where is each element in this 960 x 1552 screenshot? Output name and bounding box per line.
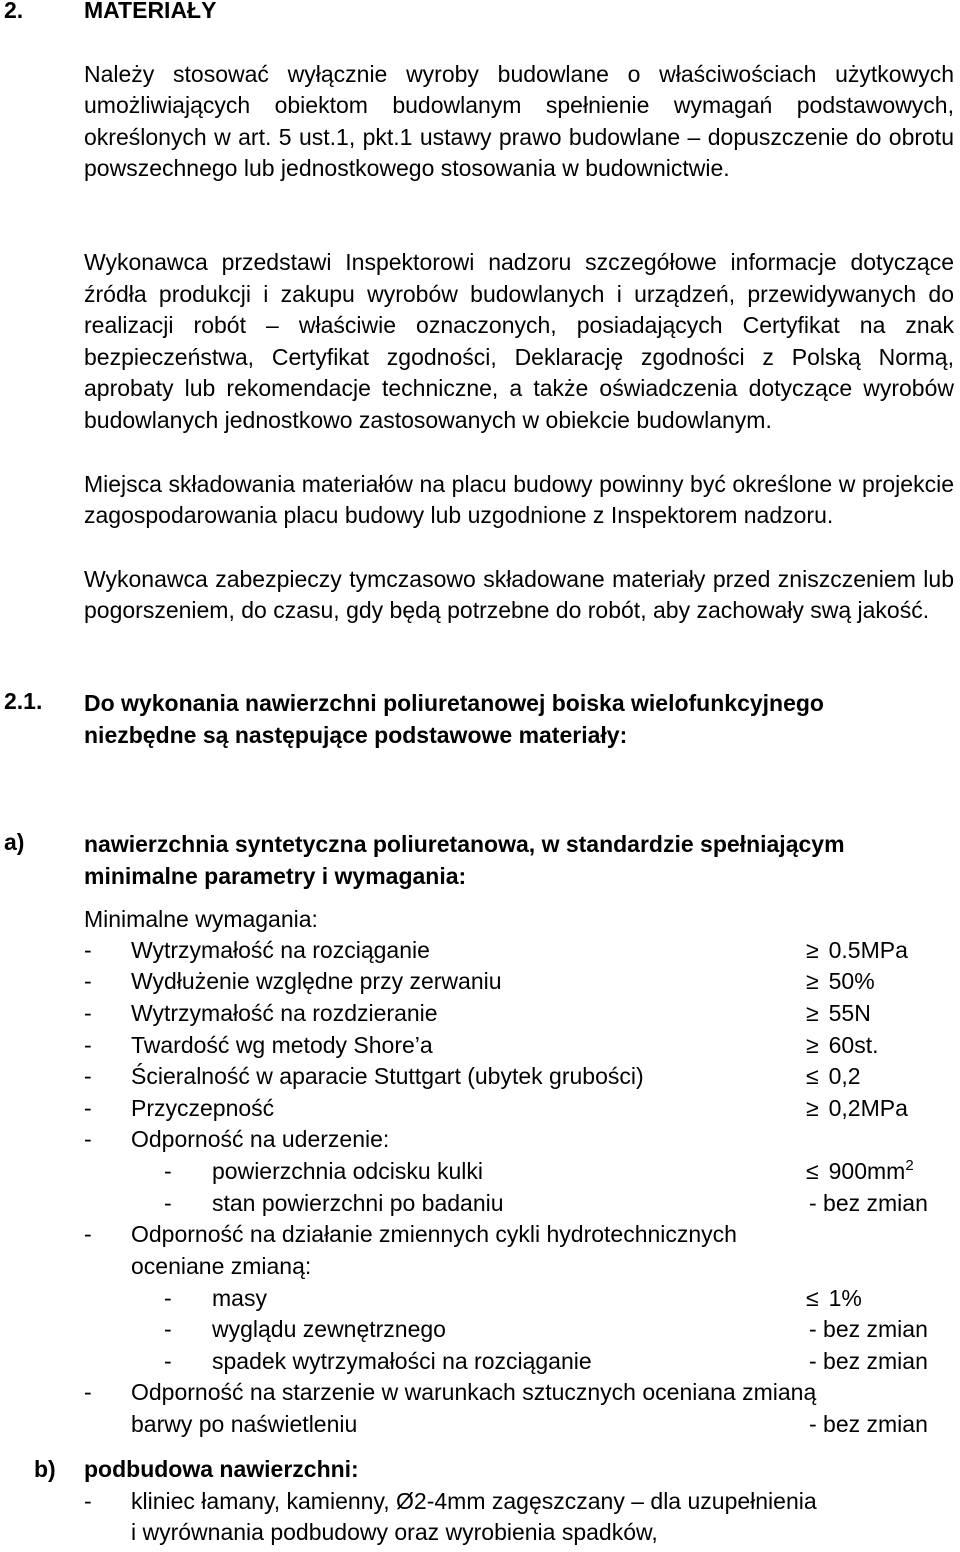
requirement-label: Przyczepność [131, 1095, 275, 1121]
item-b-marker: b) [34, 1456, 56, 1482]
requirement-label: masy [212, 1285, 267, 1311]
greater-equal-symbol: ≥ [806, 1095, 819, 1121]
item-a-marker: a) [4, 829, 25, 855]
section-number: 2. [4, 0, 24, 23]
requirement-value: 900mm [828, 1158, 906, 1184]
requirement-label: spadek wytrzymałości na rozciąganie [212, 1348, 592, 1374]
paragraph-2: Wykonawca przedstawi Inspektorowi nadzoru szczegółowe informacje dotyczące źródła produkcji i zakupu wyrobów budowlanych i urządzeń, przewidywanych do realizacji robót – właściwie oznaczonych, posiadających Certyfikat na znak bezpieczeństwa, Certyfikat zgodności, Deklarację zgodności z Polską Normą, aprobaty lub rekomendacje techniczne, a także oświadczenia dotyczące wyrobów budowlanych jednostkowo zastosowanych w obiekcie budowlanym. [84, 249, 954, 433]
dash: - [84, 1126, 92, 1152]
requirement-label: Ścieralność w aparacie Stuttgart (ubytek grubości) [131, 1063, 644, 1089]
dash: - [84, 1221, 92, 1247]
requirement-value: 60st. [828, 1032, 879, 1058]
greater-equal-symbol: ≥ [806, 1032, 819, 1058]
requirement-value: - bez zmian [809, 1316, 928, 1342]
subsection-number: 2.1. [4, 688, 43, 714]
paragraph-1: Należy stosować wyłącznie wyroby budowlane o właściwościach użytkowych umożliwiających obiektom budowlanym spełnienie wymagań podstawowych, określonych w art. 5 ust.1, pkt.1 ustawy prawo budowlane – dopuszczenie do obrotu powszechnego lub jednostkowego stosowania w budownictwie. [84, 61, 954, 182]
requirement-label: stan powierzchni po badaniu [212, 1190, 504, 1216]
paragraph-3: Miejsca składowania materiałów na placu budowy powinny być określone w projekcie zagospodarowania placu budowy lub uzgodnione z Inspektorem nadzoru. [84, 471, 954, 529]
requirement-value: - bez zmian [809, 1190, 928, 1216]
requirement-label: Wytrzymałość na rozdzieranie [131, 1000, 438, 1026]
requirement-value: 0,2MPa [828, 1095, 908, 1121]
requirement-label: Odporność na uderzenie: [131, 1126, 390, 1152]
requirement-label: Odporność na działanie zmiennych cykli hydrotechnicznych [131, 1221, 737, 1247]
less-equal-symbol: ≤ [806, 1158, 819, 1184]
greater-equal-symbol: ≥ [806, 1000, 819, 1026]
requirement-label: Odporność na starzenie w warunkach sztucznych oceniana zmianą [131, 1379, 817, 1405]
item-b-title: podbudowa nawierzchni: [84, 1456, 359, 1482]
superscript: 2 [905, 1157, 914, 1174]
dash: - [164, 1316, 172, 1342]
requirement-label: Wydłużenie względne przy zerwaniu [131, 968, 502, 994]
requirement-label: Twardość wg metody Shore’a [131, 1032, 433, 1058]
greater-equal-symbol: ≥ [806, 968, 819, 994]
requirement-label: powierzchnia odcisku kulki [212, 1158, 484, 1184]
less-equal-symbol: ≤ [806, 1063, 819, 1089]
requirement-label-continuation: barwy po naświetleniu [131, 1411, 358, 1437]
greater-equal-symbol: ≥ [806, 937, 819, 963]
list-item-label: kliniec łamany, kamienny, Ø2-4mm zagęszczany – dla uzupełnienia [131, 1488, 817, 1514]
requirement-value: 50% [828, 968, 875, 994]
dash: - [84, 968, 92, 994]
less-equal-symbol: ≤ [806, 1285, 819, 1311]
requirement-label: Wytrzymałość na rozciąganie [131, 937, 430, 963]
dash: - [84, 1000, 92, 1026]
dash: - [84, 1032, 92, 1058]
dash: - [84, 1488, 92, 1514]
requirement-value: - bez zmian [809, 1348, 928, 1374]
requirement-value: - bez zmian [809, 1411, 928, 1437]
dash: - [84, 1379, 92, 1405]
dash: - [164, 1348, 172, 1374]
requirement-value: 1% [828, 1285, 862, 1311]
dash: - [84, 1063, 92, 1089]
dash: - [164, 1190, 172, 1216]
requirement-label-continuation: oceniane zmianą: [131, 1253, 312, 1279]
item-a-title: nawierzchnia syntetyczna poliuretanowa, w standardzie spełniającym minimalne parametry i wymagania: [84, 831, 845, 889]
requirements-intro: Minimalne wymagania: [84, 906, 318, 932]
dash: - [164, 1285, 172, 1311]
section-title: MATERIAŁY [84, 0, 217, 23]
requirement-value: 0.5MPa [828, 937, 908, 963]
requirement-value: 55N [828, 1000, 871, 1026]
requirement-label: wyglądu zewnętrznego [212, 1316, 446, 1342]
dash: - [84, 1095, 92, 1121]
requirement-value: 0,2 [828, 1063, 861, 1089]
list-item-label-continuation: i wyrównania podbudowy oraz wyrobienia spadków, [131, 1519, 658, 1545]
paragraph-4: Wykonawca zabezpieczy tymczasowo składowane materiały przed zniszczeniem lub pogorszeniem, do czasu, gdy będą potrzebne do robót, aby zachowały swą jakość. [84, 566, 954, 624]
subsection-title: Do wykonania nawierzchni poliuretanowej boiska wielofunkcyjnego niezbędne są następujące podstawowe materiały: [84, 690, 824, 748]
dash: - [84, 937, 92, 963]
dash: - [164, 1158, 172, 1184]
